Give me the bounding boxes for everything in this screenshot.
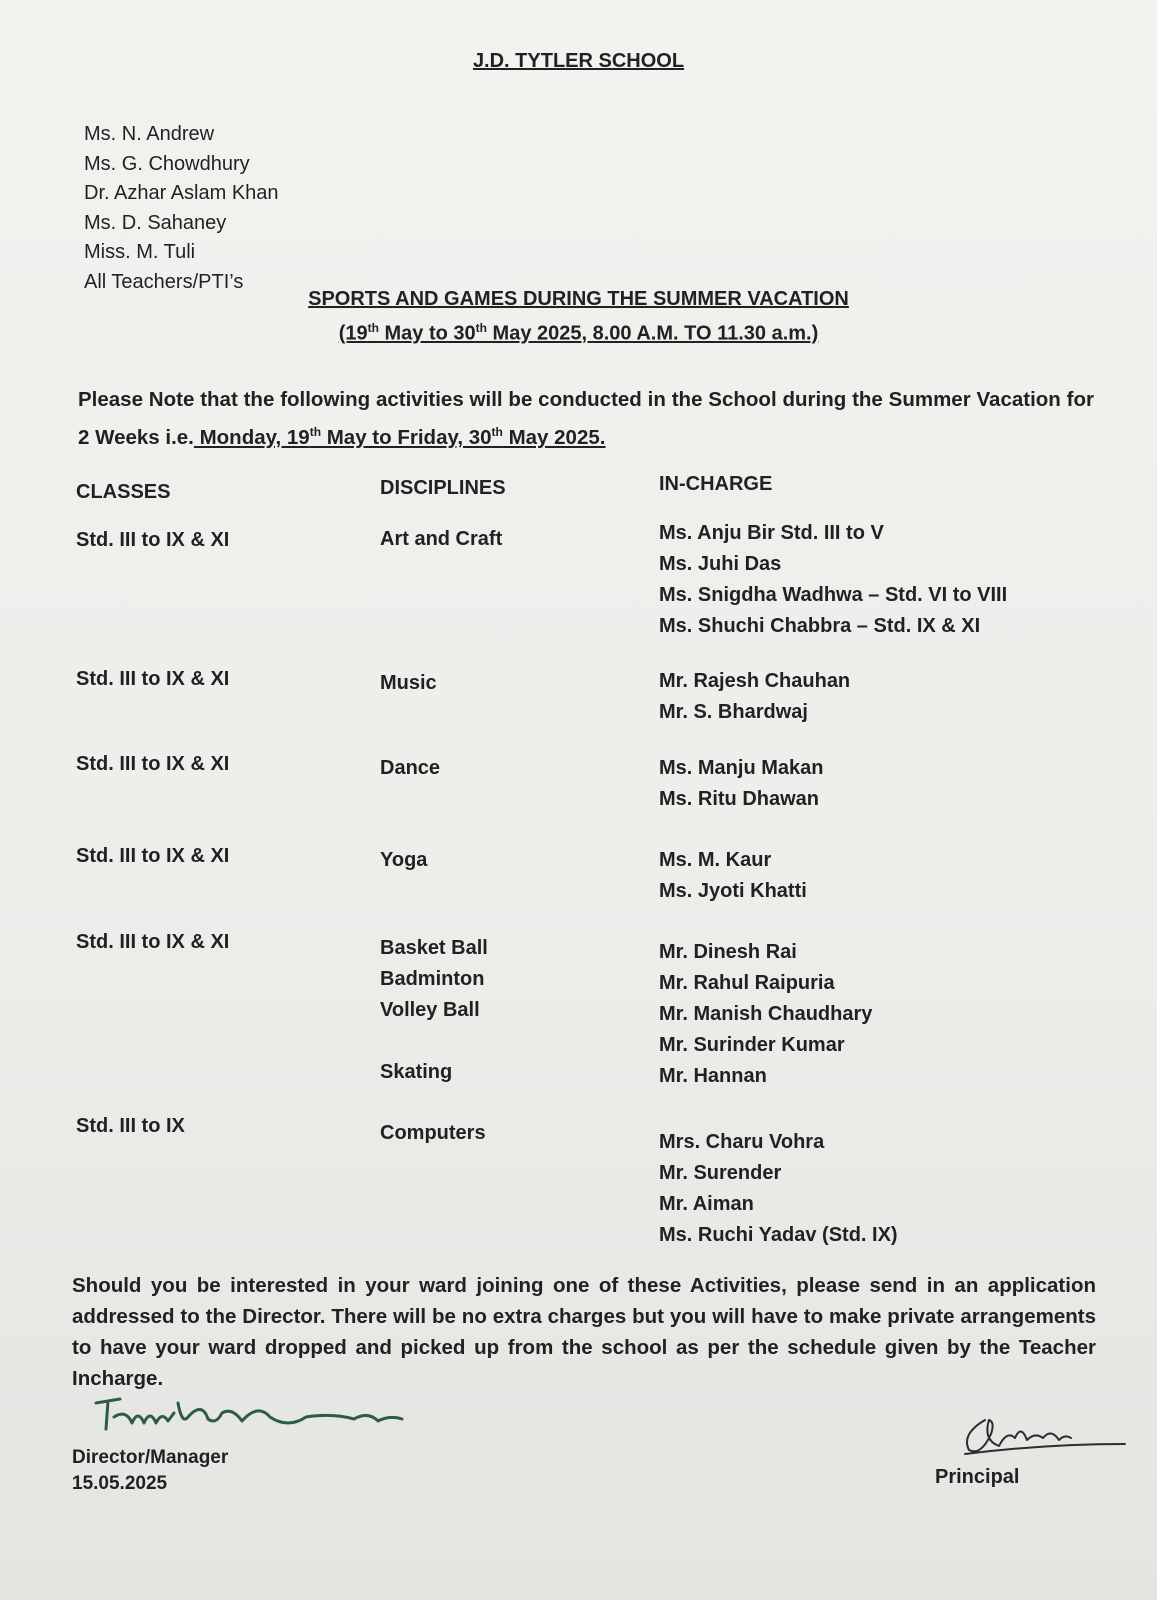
addressee: All Teachers/PTI’s	[84, 270, 244, 293]
row-disciplines: Music	[380, 672, 437, 694]
row-incharge: Mrs. Charu Vohra Mr. Surender Mr. Aiman Ms. Ruchi Yadav (Std. IX)	[659, 1131, 898, 1246]
row-incharge: Ms. Manju Makan Ms. Ritu Dhawan	[659, 757, 824, 810]
intro-paragraph: Please Note that the following activities will be conducted in the School during the Summer Vacation for 2 Weeks i.e. Monday, 19th May to Friday, 30th May 2025.	[78, 388, 1094, 449]
letter-date: 15.05.2025	[72, 1473, 168, 1494]
addressee: Ms. D. Sahaney	[84, 211, 227, 234]
row-classes: Std. III to IX & XI	[76, 529, 230, 551]
subject-dates: (19th May to 30th May 2025, 8.00 A.M. TO 11.30 a.m.)	[338, 321, 819, 345]
row-incharge: Mr. Dinesh Rai Mr. Rahul Raipuria Mr. Manish Chaudhary Mr. Surinder Kumar Mr. Hannan	[659, 941, 873, 1087]
header-incharge: IN-CHARGE	[659, 473, 773, 495]
row-classes: Std. III to IX & XI	[76, 753, 230, 775]
principal-title: Principal	[935, 1466, 1020, 1488]
row-disciplines: Yoga	[380, 849, 428, 871]
intro-dates: Monday, 19th May to Friday, 30th May 2025.	[193, 425, 606, 449]
director-signature-block	[72, 1395, 432, 1497]
addressee: Miss. M. Tuli	[84, 241, 196, 263]
principal-signature	[955, 1410, 1135, 1460]
row-disciplines: Computers	[380, 1122, 486, 1144]
addressee: Ms. N. Andrew	[84, 123, 215, 145]
addressee: Dr. Azhar Aslam Khan	[84, 182, 279, 204]
director-signature	[92, 1395, 432, 1445]
principal-signature-block	[935, 1410, 1135, 1490]
row-classes: Std. III to IX & XI	[76, 931, 230, 953]
row-classes: Std. III to IX	[76, 1115, 185, 1137]
row-incharge: Ms. M. Kaur Ms. Jyoti Khatti	[659, 849, 807, 902]
row-incharge: Mr. Rajesh Chauhan Mr. S. Bhardwaj	[659, 670, 851, 723]
subject-heading: SPORTS AND GAMES DURING THE SUMMER VACATION	[308, 288, 849, 310]
addressee: Ms. G. Chowdhury	[84, 152, 250, 175]
row-incharge: Ms. Anju Bir Std. III to V Ms. Juhi Das Ms. Snigdha Wadhwa – Std. VI to VIII Ms. Shuchi Chabbra – Std. IX & XI	[659, 522, 1008, 637]
header-classes: CLASSES	[76, 481, 171, 503]
director-title: Director/Manager	[72, 1447, 229, 1468]
row-classes: Std. III to IX & XI	[76, 668, 230, 690]
closing-paragraph: Should you be interested in your ward joining one of these Activities, please send in an application addressed to the Director. There will be no extra charges but you will have to make private arrangements to have your ward dropped and picked up from the school as per the schedule given by the Teacher Incharge.	[72, 1274, 1096, 1390]
row-disciplines: Dance	[380, 757, 441, 779]
row-classes: Std. III to IX & XI	[76, 845, 230, 867]
header-disciplines: DISCIPLINES	[380, 477, 506, 499]
row-disciplines: Basket Ball Badminton Volley Ball Skating	[380, 937, 488, 1083]
addressee-list	[84, 120, 279, 297]
school-name: J.D. TYTLER SCHOOL	[472, 50, 685, 72]
row-disciplines: Art and Craft	[380, 528, 503, 550]
